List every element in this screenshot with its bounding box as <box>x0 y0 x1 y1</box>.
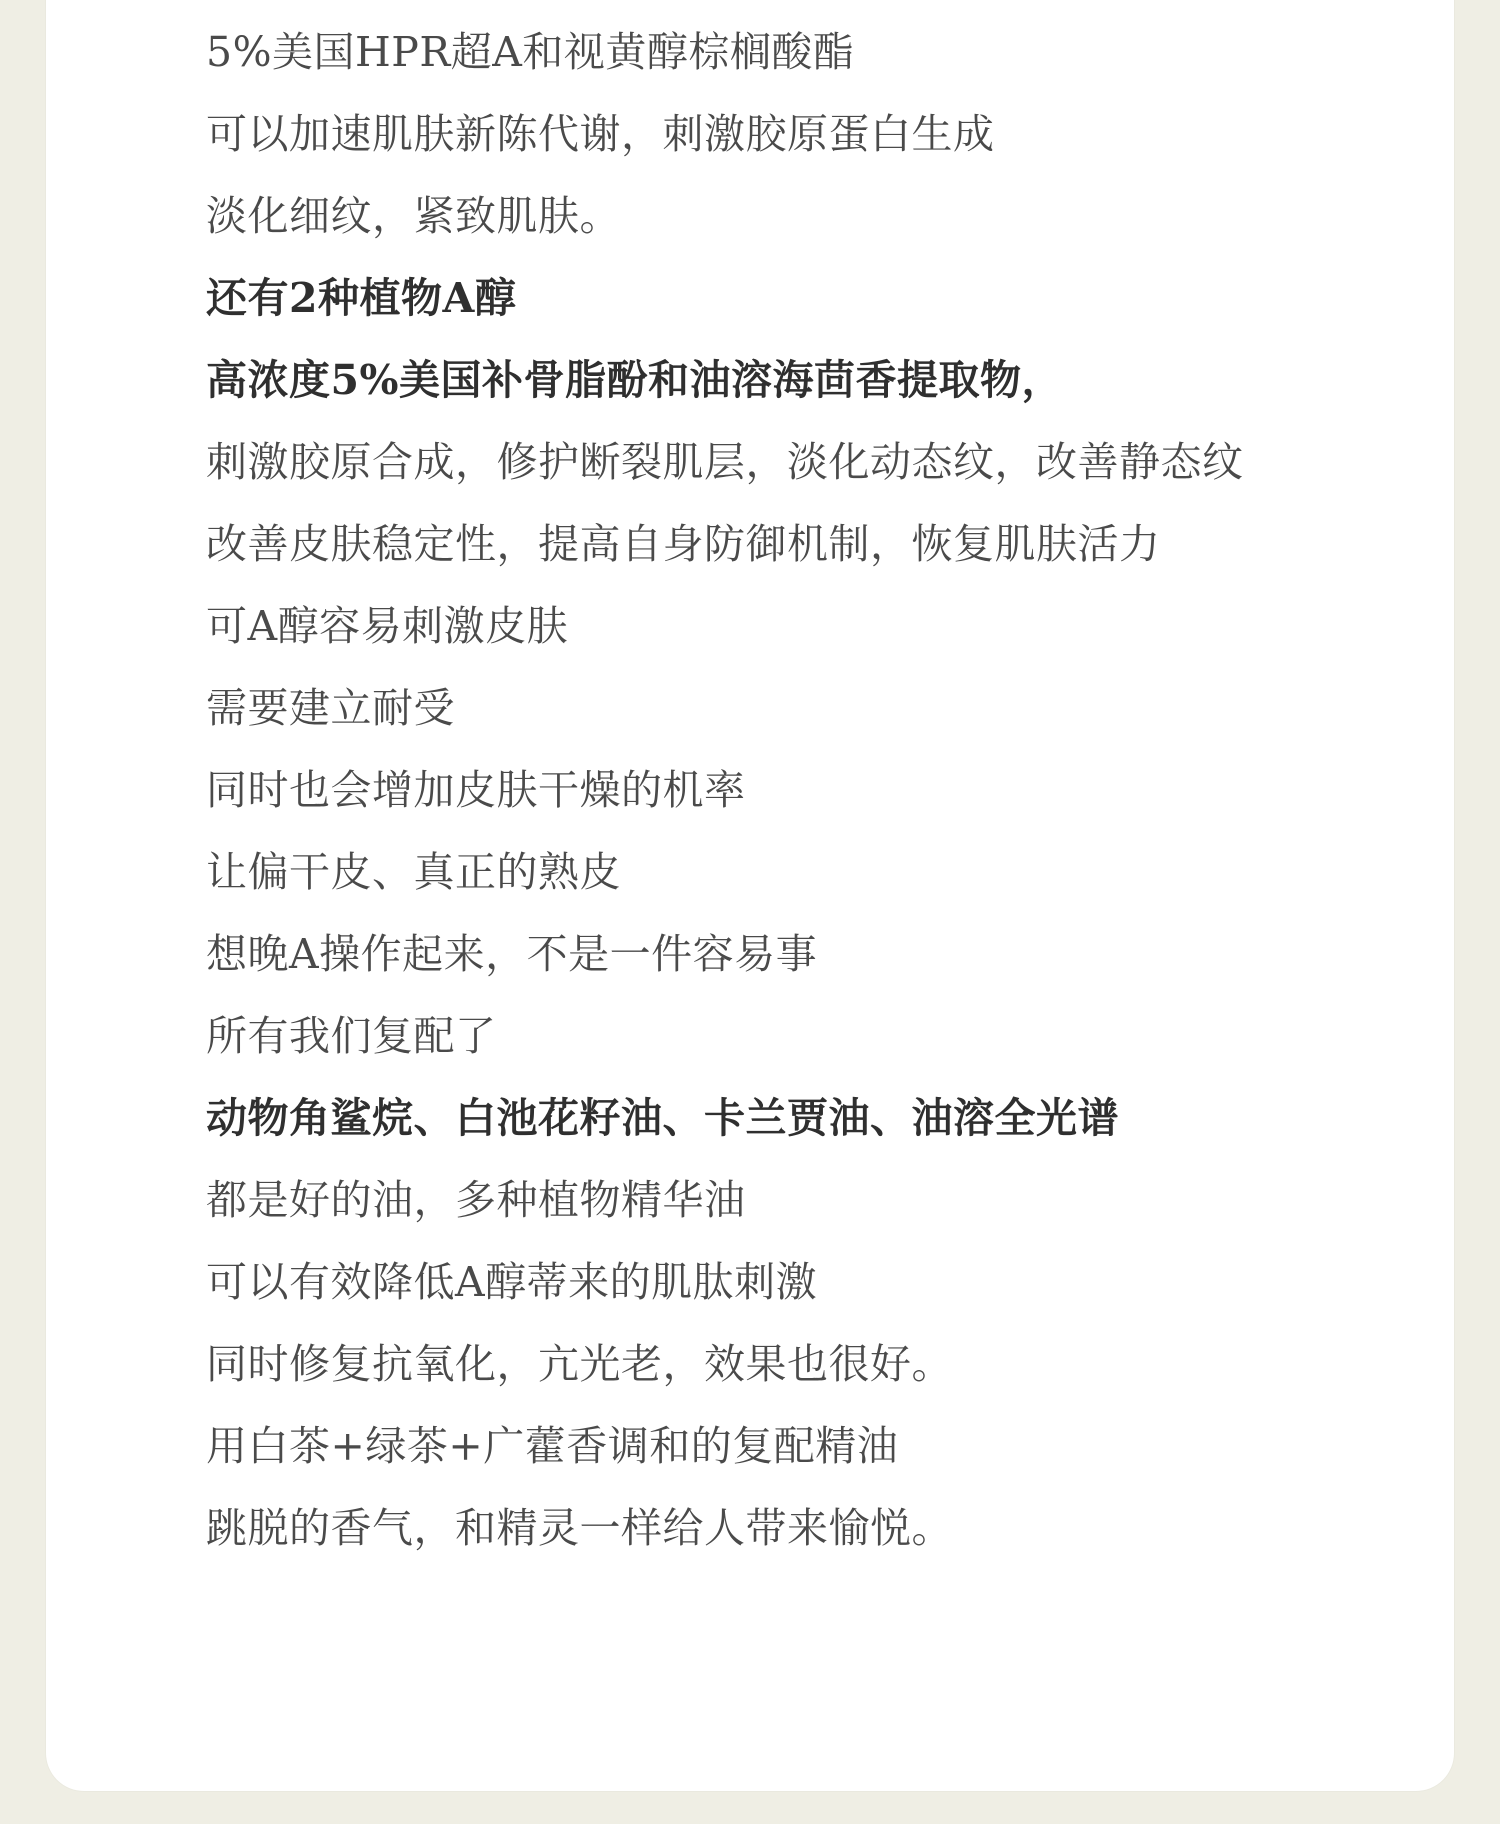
text-line: 需要建立耐受 <box>206 684 455 732</box>
text-line: 淡化细纹，紧致肌肤。 <box>206 192 621 240</box>
text-line-bold: 高浓度5%美国补骨脂酚和油溶海茴香提取物， <box>206 356 1063 404</box>
article-body <box>206 20 1406 1578</box>
text-line: 5%美国HPR超A和视黄醇棕榈酸酯 <box>206 28 855 76</box>
text-line: 用白茶+绿茶+广藿香调和的复配精油 <box>206 1422 899 1470</box>
text-line: 刺激胶原合成，修护断裂肌层，淡化动态纹，改善静态纹 <box>206 438 1244 486</box>
text-line: 都是好的油，多种植物精华油 <box>206 1176 746 1224</box>
text-line: 所有我们复配了 <box>206 1012 497 1060</box>
text-line: 想晚A操作起来，不是一件容易事 <box>206 930 818 978</box>
text-line: 同时也会增加皮肤干燥的机率 <box>206 766 746 814</box>
text-line: 改善皮肤稳定性，提高自身防御机制，恢复肌肤活力 <box>206 520 1161 568</box>
text-line: 跳脱的香气，和精灵一样给人带来愉悦。 <box>206 1504 953 1552</box>
text-line: 可以有效降低A醇蒂来的肌肽刺激 <box>206 1258 818 1306</box>
text-line-bold: 动物角鲨烷、白池花籽油、卡兰贾油、油溶全光谱 <box>206 1094 1119 1142</box>
text-line: 让偏干皮、真正的熟皮 <box>206 848 621 896</box>
text-line: 可A醇容易刺激皮肤 <box>206 602 569 650</box>
text-line: 可以加速肌肤新陈代谢，刺激胶原蛋白生成 <box>206 110 995 158</box>
text-line-bold: 还有2种植物A醇 <box>206 274 517 322</box>
text-line: 同时修复抗氧化，亢光老，效果也很好。 <box>206 1340 953 1388</box>
